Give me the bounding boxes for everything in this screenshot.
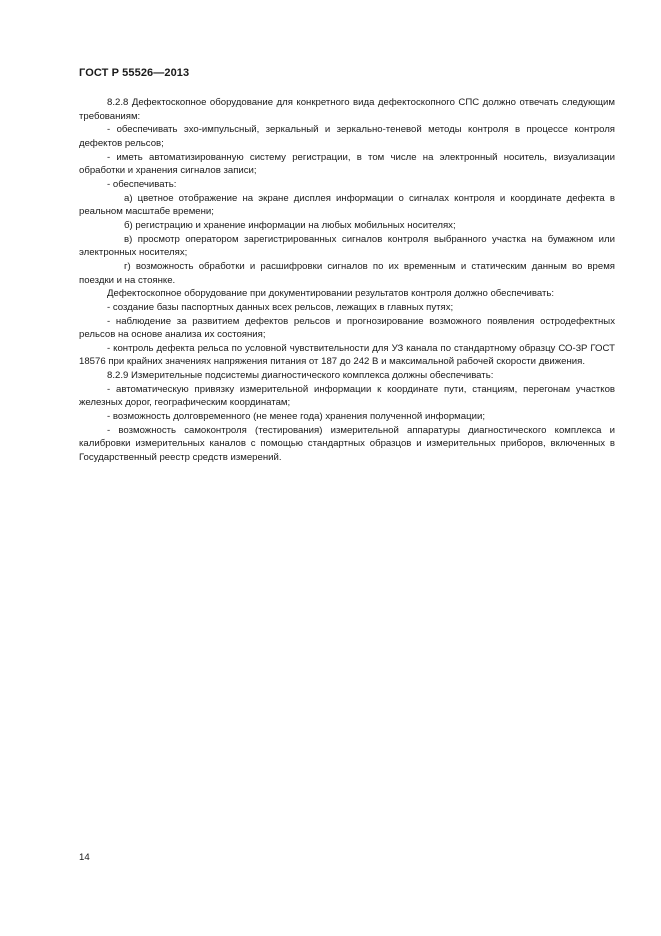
list-item: - возможность долговременного (не менее года) хранения полученной информации; — [107, 411, 485, 423]
paragraph: 8.2.8 Дефектоскопное оборудование для конкретного вида дефектоскопного СПС должно отвечать следующим требованиям: — [79, 97, 615, 122]
document-body — [79, 96, 615, 465]
list-item: - возможность самоконтроля (тестирования) измерительной аппаратуры диагностического комплекса и калибровки измерительных каналов с помощью стандартных образцов и измерительных приборов, включенных в Государственный реестр средств измерений. — [79, 424, 615, 464]
sub-list-item: в) просмотр оператором зарегистрированных сигналов контроля выбранного участка на бумажном или электронных носителях; — [79, 233, 615, 259]
sub-list-item: а) цветное отображение на экране дисплея информации о сигналах контроля и координате дефекта в реальном масштабе времени; — [79, 192, 615, 218]
list-item: - контроль дефекта рельса по условной чувствительности для УЗ канала по стандартному образцу СО-3Р ГОСТ 18576 при крайних значениях напряжения питания от 187 до 242 В и максимальной рабочей скорости движения. — [79, 342, 615, 368]
list-item: - обеспечивать: — [107, 178, 177, 190]
paragraph: 8.2.9 Измерительные подсистемы диагностического комплекса должны обеспечивать: — [107, 370, 494, 382]
sub-list-item: б) регистрацию и хранение информации на любых мобильных носителях; — [124, 219, 456, 231]
paragraph: Дефектоскопное оборудование при документировании результатов контроля должно обеспечивать: — [107, 288, 555, 300]
sub-list-item: г) возможность обработки и расшифровки сигналов по их временным и статическим данным во время поездки и на стоянке. — [79, 260, 615, 286]
document-header: ГОСТ Р 55526—2013 — [79, 67, 190, 79]
list-item: - автоматическую привязку измерительной информации к координате пути, станциям, перегонам участков железных дорог, географическим координатам; — [79, 383, 615, 409]
list-item: - создание базы паспортных данных всех рельсов, лежащих в главных путях; — [107, 301, 454, 313]
list-item: - наблюдение за развитием дефектов рельсов и прогнозирование возможного появления остродефектных рельсов на основе анализа их состояния; — [79, 315, 615, 341]
list-item: - иметь автоматизированную систему регистрации, в том числе на электронный носитель, визуализации обработки и хранения сигналов записи; — [79, 151, 615, 177]
page-number: 14 — [79, 852, 90, 863]
list-item: - обеспечивать эхо-импульсный, зеркальный и зеркально-теневой методы контроля в процессе контроля дефектов рельсов; — [79, 124, 615, 149]
